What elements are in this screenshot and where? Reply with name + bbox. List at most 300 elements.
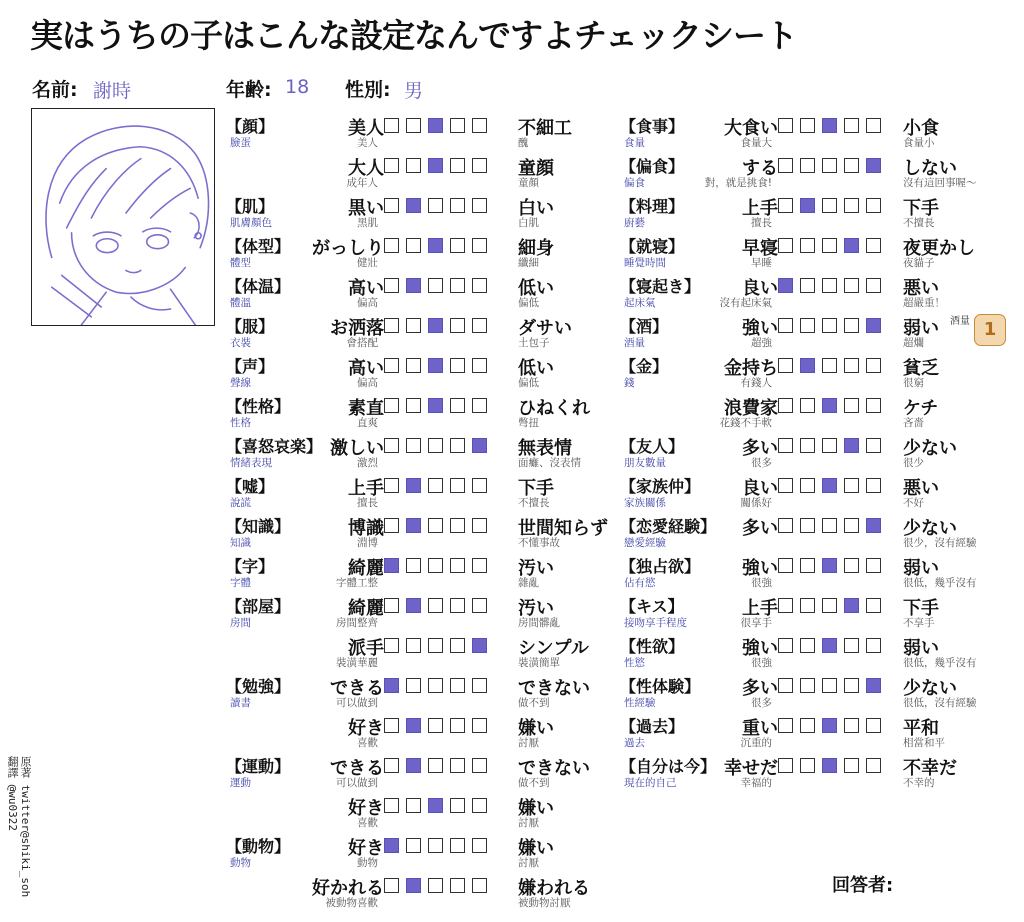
checkbox[interactable] bbox=[800, 118, 815, 133]
category-label: 【友人】 bbox=[620, 437, 685, 456]
rating-scale bbox=[778, 718, 881, 733]
checkbox[interactable] bbox=[778, 158, 793, 173]
checkbox[interactable] bbox=[384, 158, 399, 173]
right-option-translation: 被動物討厭 bbox=[518, 897, 571, 909]
checkbox[interactable] bbox=[822, 518, 837, 533]
checkbox[interactable] bbox=[866, 558, 881, 573]
right-option-translation: 土包子 bbox=[518, 337, 550, 349]
category-label: 【体型】 bbox=[226, 237, 291, 256]
checkbox[interactable] bbox=[472, 758, 487, 773]
checkbox[interactable] bbox=[384, 598, 399, 613]
rating-scale bbox=[778, 358, 881, 373]
checkbox[interactable] bbox=[800, 238, 815, 253]
checkbox[interactable] bbox=[384, 798, 399, 813]
checkbox-checked[interactable] bbox=[384, 558, 399, 573]
checkbox[interactable] bbox=[450, 398, 465, 413]
checkbox[interactable] bbox=[450, 758, 465, 773]
right-option-translation: 很少 bbox=[903, 457, 924, 469]
checkbox[interactable] bbox=[450, 718, 465, 733]
checkbox[interactable] bbox=[778, 478, 793, 493]
category-translation: 食量 bbox=[624, 137, 645, 149]
checkbox[interactable] bbox=[472, 838, 487, 853]
badge-label: 酒量 bbox=[950, 316, 970, 327]
respondent-label: 回答者: bbox=[832, 875, 894, 896]
checklist-row bbox=[226, 434, 616, 474]
left-option-label: 好き bbox=[348, 838, 384, 859]
checkbox-checked[interactable] bbox=[822, 558, 837, 573]
checkbox[interactable] bbox=[866, 638, 881, 653]
checkbox[interactable] bbox=[866, 758, 881, 773]
left-option-translation: 花錢不手軟 bbox=[719, 417, 772, 429]
checkbox-checked[interactable] bbox=[428, 118, 443, 133]
checkbox[interactable] bbox=[822, 438, 837, 453]
checkbox[interactable] bbox=[472, 398, 487, 413]
right-option-label: 弱い bbox=[903, 638, 939, 659]
checkbox[interactable] bbox=[844, 318, 859, 333]
right-option-label: 白い bbox=[518, 198, 554, 219]
checkbox[interactable] bbox=[472, 718, 487, 733]
checkbox[interactable] bbox=[384, 318, 399, 333]
checkbox[interactable] bbox=[384, 198, 399, 213]
checkbox-checked[interactable] bbox=[866, 158, 881, 173]
left-option bbox=[226, 394, 384, 434]
checkbox[interactable] bbox=[472, 598, 487, 613]
checkbox-checked[interactable] bbox=[406, 878, 421, 893]
right-option-translation: 很窮 bbox=[903, 377, 924, 389]
left-option-label: 良い bbox=[742, 278, 778, 299]
checkbox[interactable] bbox=[778, 358, 793, 373]
checkbox[interactable] bbox=[800, 718, 815, 733]
left-option-label: 早寝 bbox=[742, 238, 778, 259]
checkbox[interactable] bbox=[778, 118, 793, 133]
checkbox[interactable] bbox=[450, 558, 465, 573]
checkbox[interactable] bbox=[800, 278, 815, 293]
right-option-label: 嫌われる bbox=[518, 878, 590, 899]
checkbox[interactable] bbox=[800, 318, 815, 333]
category-translation: 字體 bbox=[230, 577, 251, 589]
left-option-label: 高い bbox=[348, 278, 384, 299]
checkbox-checked[interactable] bbox=[428, 398, 443, 413]
checkbox[interactable] bbox=[450, 638, 465, 653]
checkbox[interactable] bbox=[450, 678, 465, 693]
checkbox[interactable] bbox=[844, 678, 859, 693]
checkbox[interactable] bbox=[800, 158, 815, 173]
checkbox[interactable] bbox=[472, 238, 487, 253]
left-option-label: 素直 bbox=[348, 398, 384, 419]
checklist-row bbox=[620, 274, 1015, 314]
checkbox-checked[interactable] bbox=[406, 598, 421, 613]
checklist-row bbox=[620, 434, 1015, 474]
right-option-label: シンプル bbox=[518, 638, 589, 659]
checkbox[interactable] bbox=[800, 758, 815, 773]
checkbox[interactable] bbox=[384, 878, 399, 893]
rating-scale bbox=[384, 398, 487, 413]
left-option-label: 好かれる bbox=[312, 878, 384, 899]
checkbox[interactable] bbox=[472, 158, 487, 173]
checkbox-checked[interactable] bbox=[822, 758, 837, 773]
checkbox[interactable] bbox=[406, 158, 421, 173]
checkbox[interactable] bbox=[778, 518, 793, 533]
checkbox-checked[interactable] bbox=[384, 838, 399, 853]
checkbox[interactable] bbox=[844, 478, 859, 493]
category-label: 【性格】 bbox=[226, 397, 291, 416]
checkbox[interactable] bbox=[428, 478, 443, 493]
checkbox[interactable] bbox=[384, 238, 399, 253]
checkbox[interactable] bbox=[822, 158, 837, 173]
checkbox-checked[interactable] bbox=[844, 238, 859, 253]
checkbox-checked[interactable] bbox=[844, 438, 859, 453]
left-option-translation: 關係好 bbox=[740, 497, 772, 509]
checkbox[interactable] bbox=[428, 438, 443, 453]
checkbox[interactable] bbox=[428, 718, 443, 733]
checkbox-checked[interactable] bbox=[406, 758, 421, 773]
checkbox[interactable] bbox=[450, 198, 465, 213]
category-label: 【字】 bbox=[226, 557, 275, 576]
category-label: 【声】 bbox=[226, 357, 275, 376]
checkbox[interactable] bbox=[844, 718, 859, 733]
checkbox[interactable] bbox=[406, 118, 421, 133]
checklist-row bbox=[620, 114, 1015, 154]
checkbox-checked[interactable] bbox=[472, 638, 487, 653]
left-option-translation: 淵博 bbox=[357, 537, 378, 549]
right-option-label: 嫌い bbox=[518, 798, 554, 819]
left-option-translation: 沉重的 bbox=[740, 737, 772, 749]
counter-badge[interactable]: 1 bbox=[974, 314, 1006, 346]
checkbox[interactable] bbox=[778, 318, 793, 333]
checkbox[interactable] bbox=[406, 558, 421, 573]
checkbox[interactable] bbox=[822, 678, 837, 693]
checkbox-checked[interactable] bbox=[822, 718, 837, 733]
checkbox[interactable] bbox=[428, 558, 443, 573]
category-label: 【寝起き】 bbox=[620, 277, 701, 296]
left-option-translation: 偏高 bbox=[357, 377, 378, 389]
checkbox-checked[interactable] bbox=[472, 438, 487, 453]
checkbox[interactable] bbox=[384, 518, 399, 533]
left-option-label: 高い bbox=[348, 358, 384, 379]
left-option-label: 綺麗 bbox=[348, 598, 384, 619]
checkbox-checked[interactable] bbox=[822, 398, 837, 413]
right-option-label: 小食 bbox=[903, 118, 939, 139]
left-option bbox=[226, 634, 384, 674]
checkbox[interactable] bbox=[428, 598, 443, 613]
checkbox[interactable] bbox=[778, 638, 793, 653]
checkbox[interactable] bbox=[844, 278, 859, 293]
checkbox[interactable] bbox=[450, 358, 465, 373]
checkbox-checked[interactable] bbox=[822, 118, 837, 133]
left-option-translation: 超強 bbox=[751, 337, 772, 349]
left-option-translation: 會搭配 bbox=[346, 337, 378, 349]
rating-scale bbox=[384, 158, 487, 173]
left-option-translation: 動物 bbox=[357, 857, 378, 869]
left-option-translation: 很多 bbox=[751, 697, 772, 709]
checkbox-checked[interactable] bbox=[406, 718, 421, 733]
right-option-translation: 食量小 bbox=[903, 137, 935, 149]
left-option-translation: 字體工整 bbox=[336, 577, 378, 589]
left-option-label: 博識 bbox=[348, 518, 384, 539]
left-option bbox=[226, 234, 384, 274]
checkbox[interactable] bbox=[800, 518, 815, 533]
checkbox[interactable] bbox=[822, 598, 837, 613]
checkbox-checked[interactable] bbox=[428, 158, 443, 173]
left-option-label: 上手 bbox=[742, 598, 778, 619]
checkbox[interactable] bbox=[866, 398, 881, 413]
checkbox[interactable] bbox=[844, 398, 859, 413]
checkbox[interactable] bbox=[406, 638, 421, 653]
checkbox[interactable] bbox=[866, 358, 881, 373]
checkbox[interactable] bbox=[472, 518, 487, 533]
checkbox[interactable] bbox=[384, 398, 399, 413]
left-option bbox=[226, 834, 384, 874]
checkbox[interactable] bbox=[384, 638, 399, 653]
checkbox[interactable] bbox=[778, 678, 793, 693]
checkbox[interactable] bbox=[844, 358, 859, 373]
checkbox[interactable] bbox=[778, 558, 793, 573]
checkbox-checked[interactable] bbox=[778, 278, 793, 293]
checkbox[interactable] bbox=[450, 838, 465, 853]
checkbox[interactable] bbox=[844, 518, 859, 533]
checkbox[interactable] bbox=[800, 558, 815, 573]
checkbox[interactable] bbox=[472, 118, 487, 133]
left-option-label: 綺麗 bbox=[348, 558, 384, 579]
checkbox[interactable] bbox=[384, 718, 399, 733]
checkbox[interactable] bbox=[450, 318, 465, 333]
checkbox[interactable] bbox=[866, 118, 881, 133]
checkbox[interactable] bbox=[406, 838, 421, 853]
checkbox-checked[interactable] bbox=[866, 518, 881, 533]
checklist-row bbox=[226, 554, 616, 594]
checkbox[interactable] bbox=[384, 438, 399, 453]
age-label: 年齢: bbox=[226, 79, 272, 101]
checkbox[interactable] bbox=[800, 438, 815, 453]
left-option bbox=[620, 394, 778, 434]
left-option-translation: 對，就是挑食! bbox=[704, 177, 772, 189]
rating-scale bbox=[778, 398, 881, 413]
checkbox[interactable] bbox=[472, 798, 487, 813]
checkbox[interactable] bbox=[778, 398, 793, 413]
checkbox[interactable] bbox=[472, 558, 487, 573]
checkbox[interactable] bbox=[800, 398, 815, 413]
checklist-row bbox=[226, 874, 616, 914]
checkbox[interactable] bbox=[866, 198, 881, 213]
right-option-translation: 討厭 bbox=[518, 737, 539, 749]
checkbox[interactable] bbox=[450, 158, 465, 173]
checkbox[interactable] bbox=[844, 638, 859, 653]
left-option-translation: 食量大 bbox=[740, 137, 772, 149]
category-translation: 動物 bbox=[230, 857, 251, 869]
left-option-translation: 可以做到 bbox=[336, 777, 378, 789]
left-option-translation: 擅長 bbox=[751, 217, 772, 229]
checkbox[interactable] bbox=[778, 598, 793, 613]
checkbox[interactable] bbox=[428, 518, 443, 533]
left-option-label: 派手 bbox=[348, 638, 384, 659]
left-option bbox=[620, 434, 778, 474]
checkbox[interactable] bbox=[800, 598, 815, 613]
rating-scale bbox=[384, 438, 487, 453]
checkbox[interactable] bbox=[822, 358, 837, 373]
rating-scale bbox=[384, 598, 487, 613]
checkbox[interactable] bbox=[384, 758, 399, 773]
checkbox[interactable] bbox=[406, 318, 421, 333]
left-option-label: できる bbox=[330, 678, 384, 699]
checklist-row bbox=[226, 834, 616, 874]
left-option-translation: 被動物喜歡 bbox=[325, 897, 378, 909]
right-option-label: 少ない bbox=[903, 678, 957, 699]
checkbox[interactable] bbox=[866, 598, 881, 613]
checkbox[interactable] bbox=[822, 278, 837, 293]
checkbox-checked[interactable] bbox=[866, 318, 881, 333]
checkbox[interactable] bbox=[822, 198, 837, 213]
category-label: 【部屋】 bbox=[226, 597, 291, 616]
right-option-translation: 偏低 bbox=[518, 297, 539, 309]
checkbox[interactable] bbox=[866, 438, 881, 453]
checkbox[interactable] bbox=[472, 478, 487, 493]
rating-scale bbox=[384, 318, 487, 333]
checkbox[interactable] bbox=[384, 478, 399, 493]
checkbox[interactable] bbox=[800, 478, 815, 493]
left-option bbox=[226, 714, 384, 754]
checkbox[interactable] bbox=[844, 198, 859, 213]
checkbox[interactable] bbox=[778, 758, 793, 773]
checkbox[interactable] bbox=[406, 438, 421, 453]
checkbox[interactable] bbox=[384, 118, 399, 133]
checkbox[interactable] bbox=[844, 158, 859, 173]
checkbox[interactable] bbox=[778, 198, 793, 213]
checkbox-checked[interactable] bbox=[428, 798, 443, 813]
checkbox[interactable] bbox=[778, 238, 793, 253]
checkbox-checked[interactable] bbox=[844, 598, 859, 613]
checkbox[interactable] bbox=[450, 878, 465, 893]
category-translation: 接吻享手程度 bbox=[624, 617, 687, 629]
left-option bbox=[620, 354, 778, 394]
right-option-label: しない bbox=[903, 158, 957, 179]
checkbox[interactable] bbox=[384, 278, 399, 293]
left-option-label: 好き bbox=[348, 718, 384, 739]
rating-scale bbox=[778, 678, 881, 693]
checkbox-checked[interactable] bbox=[800, 358, 815, 373]
checkbox[interactable] bbox=[472, 678, 487, 693]
checkbox-checked[interactable] bbox=[866, 678, 881, 693]
category-translation: 過去 bbox=[624, 737, 645, 749]
checkbox[interactable] bbox=[450, 798, 465, 813]
checkbox[interactable] bbox=[406, 358, 421, 373]
left-option-translation: 很多 bbox=[751, 457, 772, 469]
left-option-translation: 沒有起床氣 bbox=[719, 297, 772, 309]
left-option-translation: 黑肌 bbox=[357, 217, 378, 229]
left-option bbox=[620, 514, 778, 554]
checklist-row bbox=[620, 554, 1015, 594]
checkbox-checked[interactable] bbox=[406, 518, 421, 533]
left-option bbox=[620, 314, 778, 354]
checkbox[interactable] bbox=[450, 238, 465, 253]
rating-scale bbox=[384, 478, 487, 493]
checkbox[interactable] bbox=[450, 438, 465, 453]
category-translation: 臉蛋 bbox=[230, 137, 251, 149]
checkbox[interactable] bbox=[450, 118, 465, 133]
checkbox[interactable] bbox=[450, 598, 465, 613]
right-option-translation: 雜亂 bbox=[518, 577, 539, 589]
checkbox-checked[interactable] bbox=[428, 318, 443, 333]
checkbox[interactable] bbox=[472, 278, 487, 293]
checkbox[interactable] bbox=[778, 438, 793, 453]
checkbox[interactable] bbox=[844, 558, 859, 573]
checkbox[interactable] bbox=[450, 478, 465, 493]
checkbox[interactable] bbox=[428, 838, 443, 853]
checkbox[interactable] bbox=[866, 238, 881, 253]
checkbox[interactable] bbox=[822, 238, 837, 253]
checkbox[interactable] bbox=[428, 878, 443, 893]
rating-scale bbox=[384, 838, 487, 853]
left-option bbox=[226, 554, 384, 594]
checkbox[interactable] bbox=[406, 798, 421, 813]
checkbox[interactable] bbox=[428, 758, 443, 773]
checkbox[interactable] bbox=[778, 718, 793, 733]
checkbox[interactable] bbox=[406, 678, 421, 693]
checkbox-checked[interactable] bbox=[406, 198, 421, 213]
rating-scale bbox=[384, 238, 487, 253]
category-translation: 體型 bbox=[230, 257, 251, 269]
checkbox-checked[interactable] bbox=[800, 198, 815, 213]
checkbox[interactable] bbox=[866, 478, 881, 493]
checkbox[interactable] bbox=[406, 238, 421, 253]
left-option bbox=[226, 674, 384, 714]
checkbox[interactable] bbox=[428, 198, 443, 213]
checkbox-checked[interactable] bbox=[428, 238, 443, 253]
category-translation: 佔有慾 bbox=[624, 577, 656, 589]
right-option-label: 汚い bbox=[518, 558, 554, 579]
checklist-row bbox=[620, 594, 1015, 634]
checkbox[interactable] bbox=[866, 278, 881, 293]
checkbox[interactable] bbox=[472, 358, 487, 373]
checkbox-checked[interactable] bbox=[428, 358, 443, 373]
checkbox[interactable] bbox=[472, 878, 487, 893]
checkbox[interactable] bbox=[800, 638, 815, 653]
checklist-row bbox=[226, 234, 616, 274]
left-option-label: 上手 bbox=[348, 478, 384, 499]
left-option bbox=[226, 354, 384, 394]
category-translation: 運動 bbox=[230, 777, 251, 789]
checkbox[interactable] bbox=[384, 358, 399, 373]
checkbox-checked[interactable] bbox=[384, 678, 399, 693]
category-label: 【性体験】 bbox=[620, 677, 701, 696]
right-option-translation: 不好 bbox=[903, 497, 924, 509]
right-option-label: 下手 bbox=[903, 598, 939, 619]
checkbox-checked[interactable] bbox=[406, 278, 421, 293]
checkbox[interactable] bbox=[822, 318, 837, 333]
checkbox[interactable] bbox=[472, 198, 487, 213]
category-label: 【喜怒哀楽】 bbox=[226, 437, 323, 456]
checkbox[interactable] bbox=[472, 318, 487, 333]
checkbox[interactable] bbox=[866, 718, 881, 733]
sheet-title: 実はうちの子はこんな設定なんですよチェックシート bbox=[30, 16, 798, 55]
right-option-translation: 房間髒亂 bbox=[518, 617, 560, 629]
checkbox[interactable] bbox=[428, 678, 443, 693]
right-option-translation: 很低，幾乎沒有 bbox=[903, 657, 977, 669]
checkbox-checked[interactable] bbox=[406, 478, 421, 493]
left-option-translation: 喜歡 bbox=[357, 817, 378, 829]
checkbox[interactable] bbox=[406, 398, 421, 413]
checkbox-checked[interactable] bbox=[822, 638, 837, 653]
checkbox[interactable] bbox=[428, 638, 443, 653]
checkbox[interactable] bbox=[428, 278, 443, 293]
checkbox[interactable] bbox=[844, 118, 859, 133]
checkbox[interactable] bbox=[800, 678, 815, 693]
checkbox[interactable] bbox=[844, 758, 859, 773]
checkbox[interactable] bbox=[450, 518, 465, 533]
checkbox[interactable] bbox=[450, 278, 465, 293]
checkbox-checked[interactable] bbox=[822, 478, 837, 493]
right-option-translation: 很低，幾乎沒有 bbox=[903, 577, 977, 589]
left-option bbox=[226, 114, 384, 154]
